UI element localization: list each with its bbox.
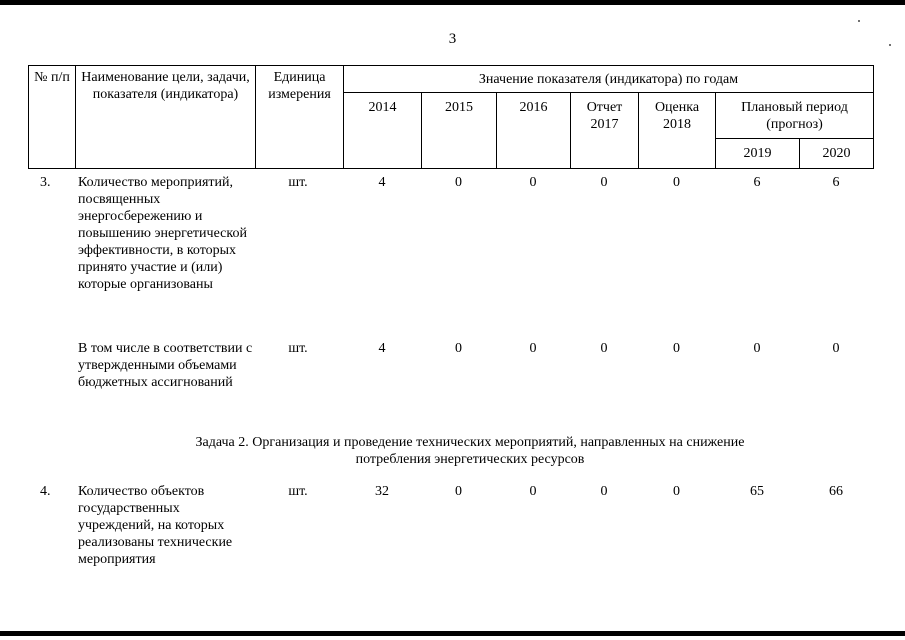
row-name: В том числе в соответствии с утвержденными объемами бюджетных ассигнований — [78, 341, 253, 390]
value-2017: 0 — [600, 484, 608, 499]
bottom-scan-border — [0, 631, 905, 636]
value-2019: 6 — [753, 175, 761, 190]
row-name: Количество объектов государственных учреждений, на которых реализованы технические мероприятия — [78, 484, 233, 567]
value-2016: 0 — [529, 341, 537, 356]
header-year-2015: 2015 — [422, 93, 497, 169]
scan-speck — [858, 20, 860, 22]
row-unit: шт. — [288, 484, 308, 499]
header-year-2016: 2016 — [497, 93, 571, 169]
header-year-2020: 2020 — [800, 139, 874, 169]
value-2017: 0 — [600, 341, 608, 356]
value-2019: 0 — [753, 341, 761, 356]
page-number: 3 — [448, 31, 457, 47]
value-2016: 0 — [529, 484, 537, 499]
task-2-heading-line1: Задача 2. Организация и проведение технических мероприятий, направленных на снижение — [195, 435, 745, 450]
value-2020: 66 — [829, 484, 843, 499]
value-2020: 0 — [832, 341, 840, 356]
header-estimate-2018: Оценка 2018 — [639, 93, 716, 169]
header-values-by-year: Значение показателя (индикатора) по годам — [344, 66, 874, 93]
header-year-2019: 2019 — [716, 139, 800, 169]
indicator-table-header — [28, 65, 874, 169]
top-scan-border — [0, 0, 905, 5]
header-number: № п/п — [29, 66, 76, 169]
header-year-2014: 2014 — [344, 93, 422, 169]
value-2018: 0 — [673, 484, 680, 499]
value-2019: 65 — [750, 484, 764, 499]
value-2016: 0 — [529, 175, 537, 190]
value-2020: 6 — [832, 175, 840, 190]
value-2015: 0 — [455, 341, 462, 356]
row-name: Количество мероприятий, посвященных энергосбережению и повышению энергетической эффективности, в которых принято участие и (или) которые организованы — [78, 175, 247, 292]
row-number: 4. — [40, 484, 51, 499]
row-unit: шт. — [288, 175, 308, 190]
value-2014: 4 — [378, 175, 386, 190]
header-planned-period: Плановый период (прогноз) — [716, 93, 874, 139]
value-2014: 4 — [378, 341, 386, 356]
value-2018: 0 — [673, 175, 680, 190]
row-number: 3. — [40, 175, 51, 190]
value-2018: 0 — [673, 341, 680, 356]
value-2017: 0 — [600, 175, 608, 190]
header-unit: Единица измерения — [256, 66, 344, 169]
header-name: Наименование цели, задачи, показателя (индикатора) — [76, 66, 256, 169]
value-2015: 0 — [455, 484, 462, 499]
value-2015: 0 — [455, 175, 462, 190]
value-2014: 32 — [375, 484, 389, 499]
row-unit: шт. — [288, 341, 308, 356]
header-report-2017: Отчет 2017 — [571, 93, 639, 169]
task-2-heading-line2: потребления энергетических ресурсов — [355, 452, 585, 467]
